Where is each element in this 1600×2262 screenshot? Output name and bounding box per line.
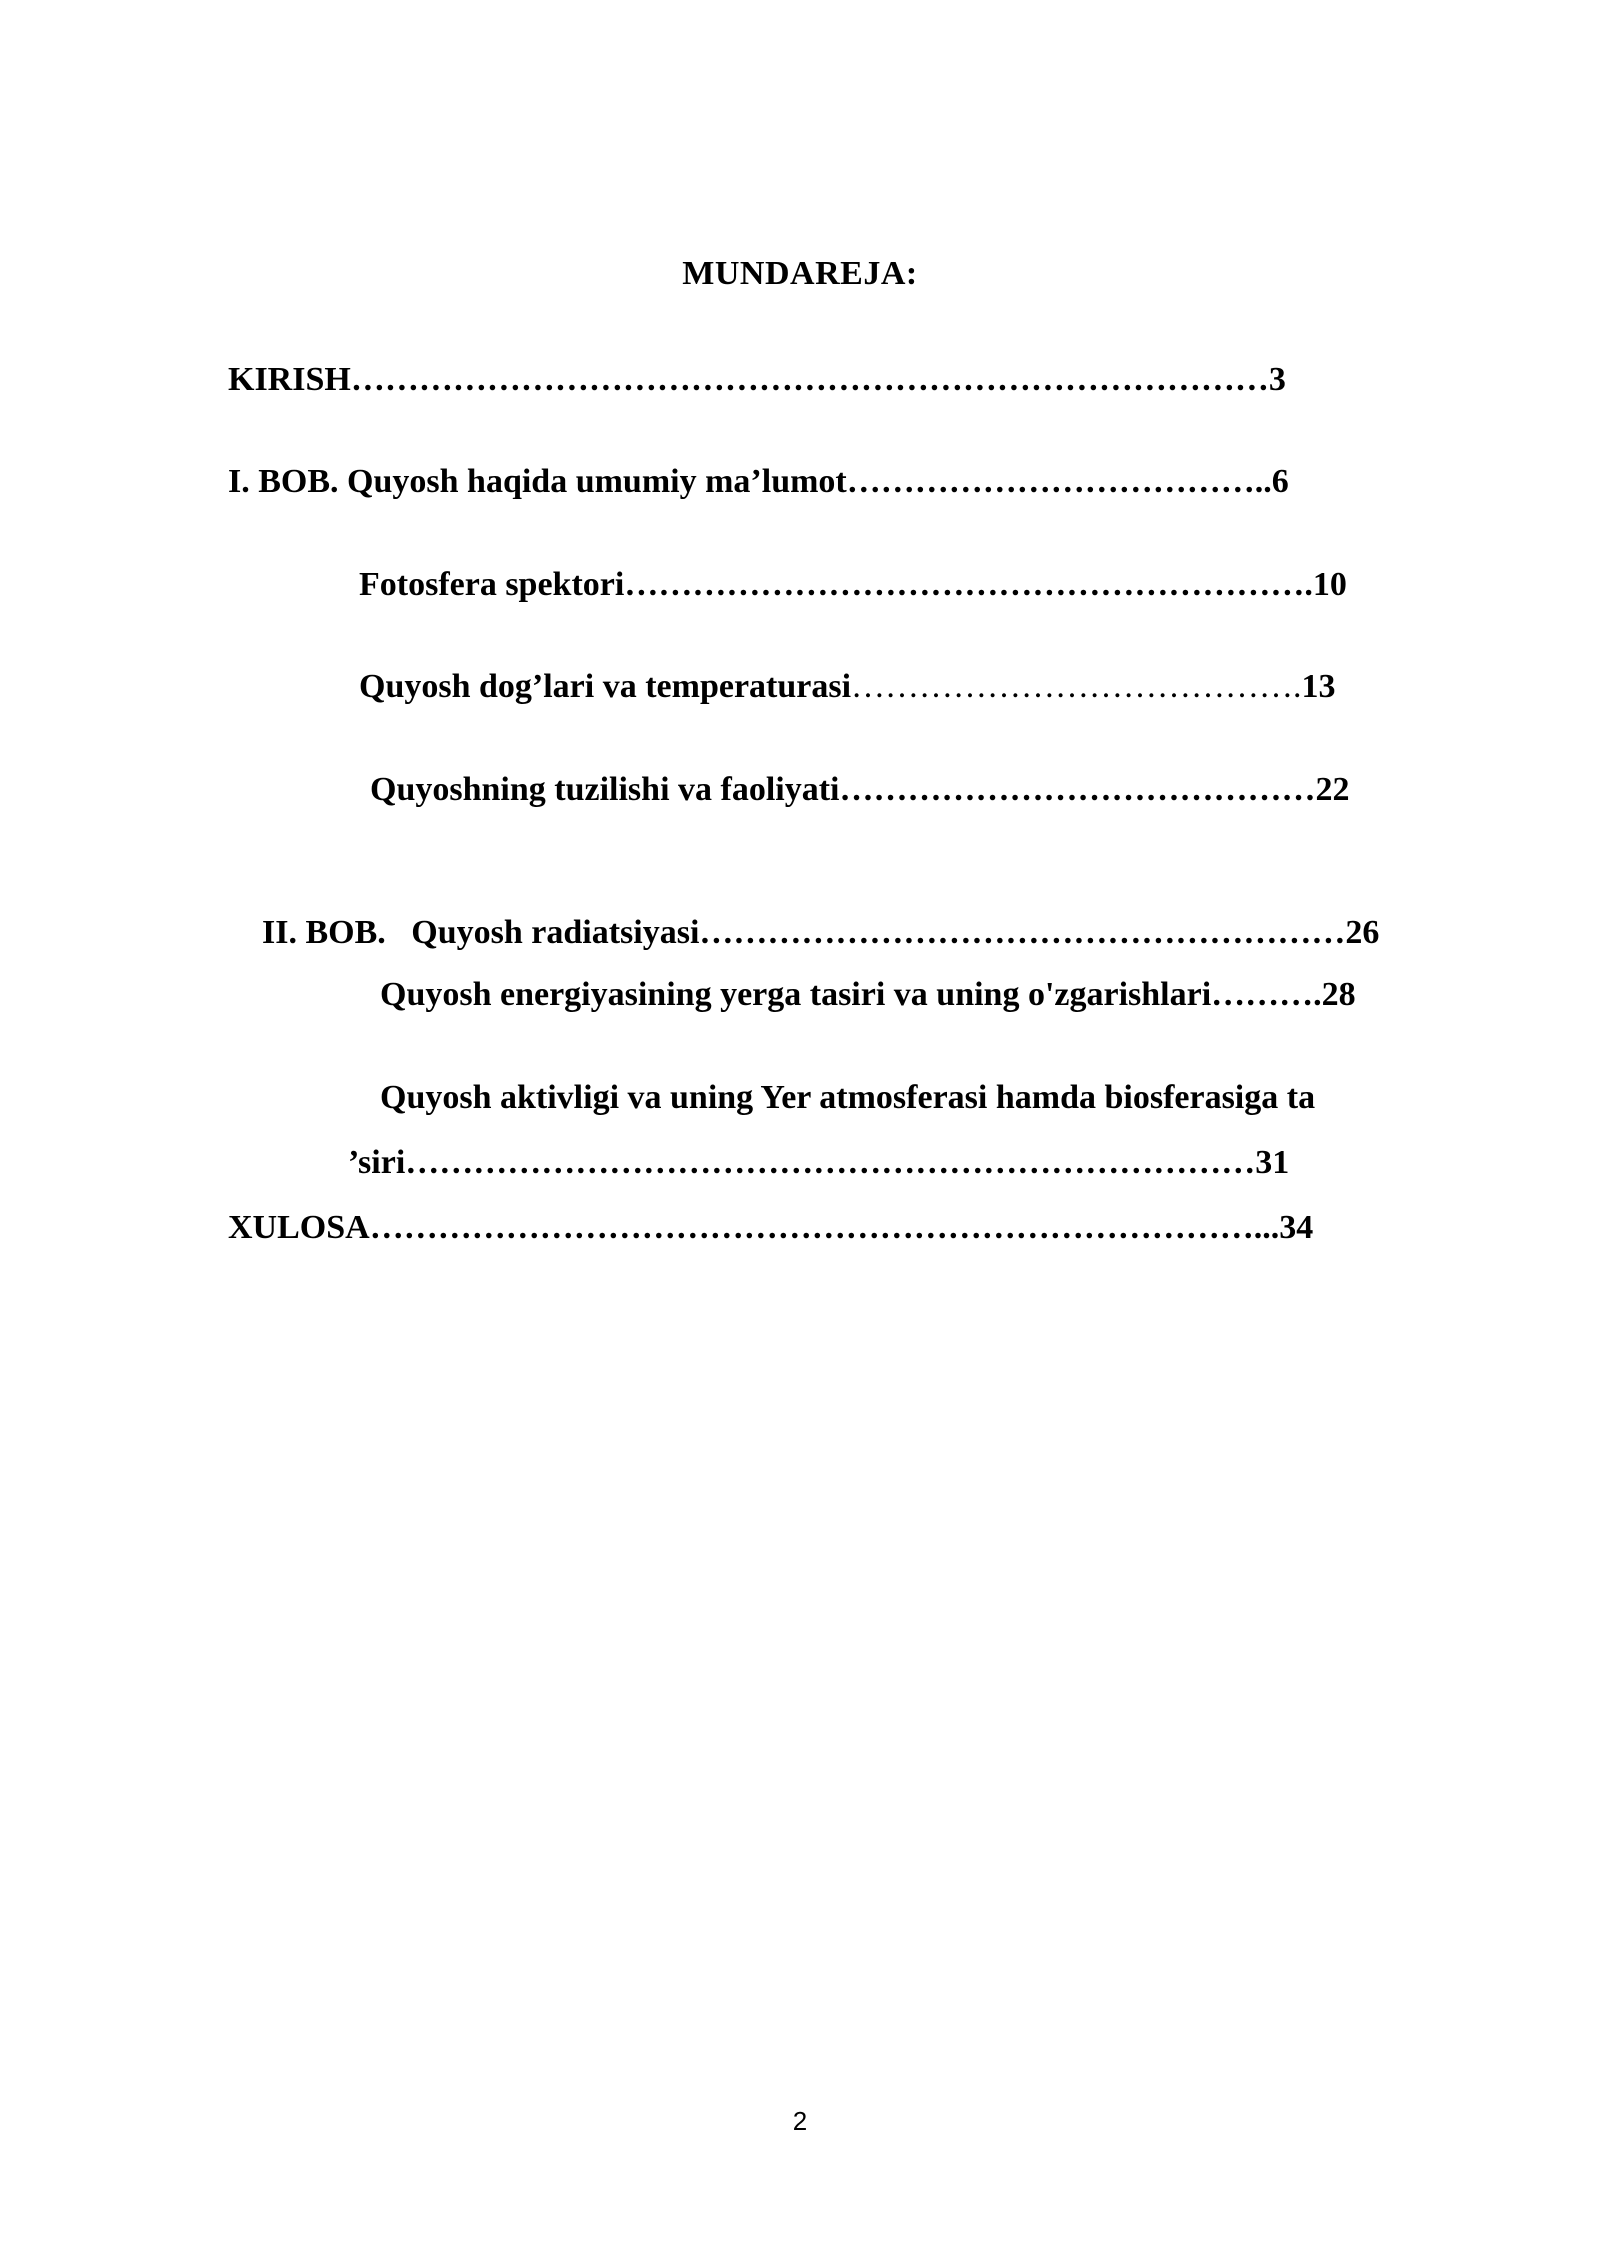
toc-entry-page: 10 xyxy=(1312,566,1347,603)
toc-entry-leader: ……………………………………………………………………... xyxy=(369,1209,1280,1246)
toc-entry-page: 13 xyxy=(1301,668,1336,705)
toc-entry-page: 34 xyxy=(1279,1209,1314,1246)
toc-entry-page: 6 xyxy=(1271,463,1289,500)
toc-entry-energiyasi[interactable] xyxy=(380,975,1356,1015)
toc-entry-text: KIRISH xyxy=(228,361,351,398)
toc-entry-text: Quyosh energiyasining yerga tasiri va uning o'zgarishlari xyxy=(380,976,1212,1013)
toc-entry-text: Quyosh aktivligi va uning Yer atmosferasi hamda biosferasiga ta xyxy=(380,1079,1316,1116)
toc-entry-aktivligi-line-2[interactable] xyxy=(348,1143,1289,1183)
toc-entry-leader: …………………………………. xyxy=(851,668,1302,705)
toc-entry-kirish[interactable] xyxy=(228,360,1286,400)
toc-entry-leader: ……………………………………………………………………… xyxy=(350,361,1269,398)
toc-entry-page: 26 xyxy=(1345,914,1380,951)
toc-entry-aktivligi-line-1[interactable] xyxy=(380,1078,1315,1118)
toc-entry-tuzilishi[interactable] xyxy=(370,770,1350,810)
toc-title: MUNDAREJA: xyxy=(682,255,918,292)
toc-entry-text: I. BOB. Quyosh haqida umumiy ma’lumot xyxy=(228,463,847,500)
toc-entry-text: Quyosh dog’lari va temperaturasi xyxy=(359,668,852,705)
toc-entry-doglari[interactable] xyxy=(359,667,1336,707)
toc-entry-leader: …………………………………… xyxy=(839,771,1316,808)
toc-entry-leader: ……………………………….. xyxy=(846,463,1272,500)
toc-entry-leader: ……………………………………………………. xyxy=(624,566,1313,603)
toc-entry-leader: ………………………………………………………………… xyxy=(405,1144,1256,1181)
toc-entry-leader: ………. xyxy=(1211,976,1322,1013)
page-number: 2 xyxy=(792,2106,808,2136)
toc-entry-page: 3 xyxy=(1268,361,1286,398)
toc-entry-text: II. BOB. Quyosh radiatsiyasi xyxy=(262,914,700,951)
toc-entry-page: 31 xyxy=(1255,1144,1290,1181)
toc-entry-leader: ………………………………………………… xyxy=(699,914,1346,951)
toc-entry-page: 28 xyxy=(1321,976,1356,1013)
toc-entry-text: Fotosfera spektori xyxy=(359,566,625,603)
toc-entry-fotosfera[interactable] xyxy=(359,565,1347,605)
toc-entry-text: ’siri xyxy=(348,1144,406,1181)
toc-entry-bob-1[interactable] xyxy=(228,462,1289,502)
toc-entry-text: Quyoshning tuzilishi va faoliyati xyxy=(370,771,840,808)
toc-entry-xulosa[interactable] xyxy=(228,1208,1313,1248)
toc-entry-page: 22 xyxy=(1315,771,1350,808)
toc-entry-text: XULOSA xyxy=(228,1209,370,1246)
